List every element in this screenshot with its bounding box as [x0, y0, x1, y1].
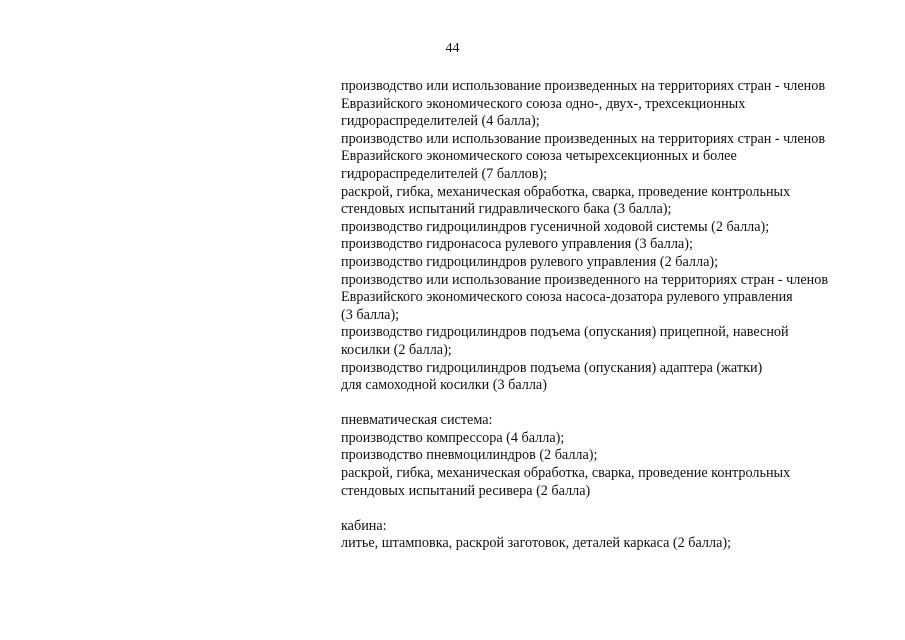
text-line: производство пневмоцилиндров (2 балла);: [341, 447, 598, 464]
text-line: раскрой, гибка, механическая обработка, сварка, проведение контрольных: [341, 465, 791, 482]
text-line: производство компрессора (4 балла);: [341, 429, 565, 446]
text-line: производство гидроцилиндров подъема (опускания) адаптера (жатки): [341, 359, 763, 376]
text-line: производство или использование произведенных на территориях стран - членов: [341, 78, 826, 94]
text-line: производство гидроцилиндров рулевого управления (2 балла);: [341, 253, 719, 270]
text-line: производство гидроцилиндров подъема (опускания) прицепной, навесной: [341, 324, 789, 341]
text-line: косилки (2 балла);: [341, 341, 452, 358]
paragraph-gap: [341, 500, 881, 518]
text-line: стендовых испытаний ресивера (2 балла): [341, 482, 591, 499]
page-number: 44: [445, 41, 460, 56]
text-line: раскрой, гибка, механическая обработка, сварка, проведение контрольных: [341, 183, 791, 200]
text-line: стендовых испытаний гидравлического бака (3 балла);: [341, 201, 672, 218]
section-heading-cabin: кабина:: [341, 517, 387, 534]
paragraph-gap: [341, 395, 881, 413]
text-line: Евразийского экономического союза насоса-дозатора рулевого управления: [341, 289, 793, 306]
text-line: производство или использование произведенных на территориях стран - членов: [341, 130, 826, 147]
text-line: Евразийского экономического союза четырехсекционных и более: [341, 148, 737, 165]
text-line: литье, штамповка, раскрой заготовок, деталей каркаса (2 балла);: [341, 535, 732, 552]
document-body: [341, 78, 881, 553]
text-line: производство гидронасоса рулевого управления (3 балла);: [341, 236, 693, 253]
text-line: Евразийского экономического союза одно-, двух-, трехсекционных: [341, 95, 746, 112]
text-line: гидрораспределителей (7 баллов);: [341, 165, 548, 182]
text-line: производство или использование произведенного на территориях стран - членов: [341, 271, 829, 288]
text-line: для самоходной косилки (3 балла): [341, 377, 547, 394]
text-line: производство гидроцилиндров гусеничной ходовой системы (2 балла);: [341, 218, 770, 235]
section-heading-pneumatic: пневматическая система:: [341, 412, 493, 429]
text-line: гидрораспределителей (4 балла);: [341, 113, 540, 130]
text-line: (3 балла);: [341, 306, 400, 323]
